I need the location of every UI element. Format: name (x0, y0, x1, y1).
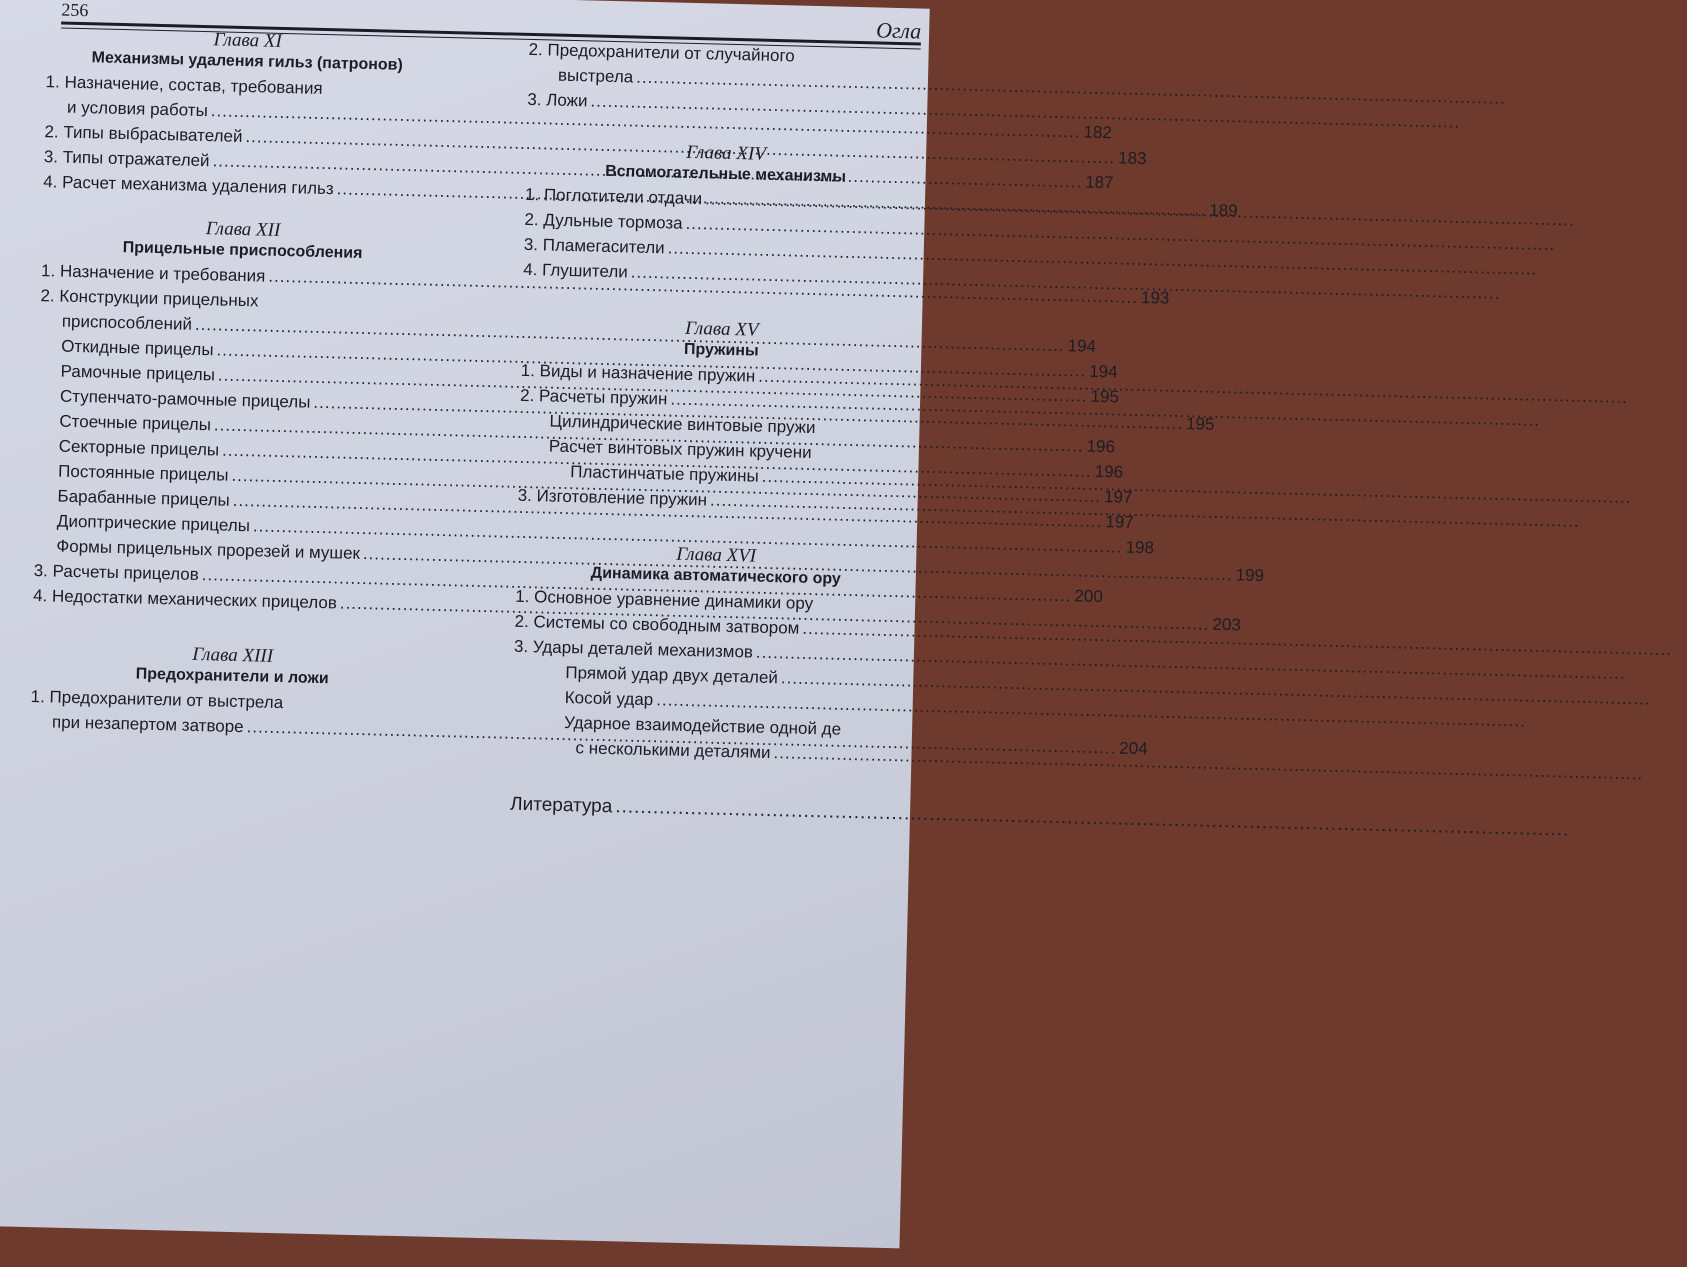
entry-text: Откидные прицелы (60, 336, 214, 360)
chapter-title: Механизмы удаления гильз (патронов) (91, 49, 404, 74)
entry-text: Постоянные прицелы (57, 461, 229, 485)
entry-page: 203 (1212, 614, 1242, 635)
entry-text: 4. Недостатки механических прицелов (32, 585, 338, 613)
entry-text: и условия работы (66, 97, 209, 121)
entry-text: 4. Расчет механизма удаления гильз (43, 172, 334, 199)
entry-text: Расчет винтовых пружин кручени (548, 436, 812, 462)
entry-page: 199 (1235, 565, 1265, 586)
entry-text: 3. Расчеты прицелов (33, 561, 200, 585)
toc-right-column (510, 37, 929, 829)
entry-page: 195 (1185, 414, 1215, 434)
entry-text: 3. Типы отражателей (43, 147, 210, 171)
chapter-number: Глава XV (684, 317, 759, 341)
page-number: 256 (61, 0, 89, 21)
entry-text: Прямой удар двух деталей (565, 663, 779, 688)
entry-text: 3. Изготовление пружин (517, 485, 708, 510)
entry-text: 3. Пламегасители (523, 234, 665, 258)
chapter-number: Глава XII (205, 218, 281, 241)
chapter-title: Предохранители и ложи (135, 665, 329, 688)
chapter-number: Глава XVI (676, 543, 757, 567)
entry-page: 196 (1086, 436, 1116, 457)
entry-text: Косой удар (564, 688, 654, 710)
leader-dots (615, 793, 1570, 844)
entry-page: 204 (1119, 738, 1148, 759)
entry-page: 187 (1085, 172, 1114, 193)
entry-page: 183 (1117, 148, 1147, 169)
entry-page: 193 (1140, 287, 1170, 308)
entry-text: 2. Конструкции прицельных (40, 286, 259, 311)
entry-text: Рамочные прицелы (60, 361, 216, 385)
chapter-16 (511, 540, 916, 769)
entry-text: Литература (509, 793, 613, 818)
entry-page: 194 (1067, 336, 1097, 356)
entry-page: 195 (1090, 386, 1120, 407)
entry-page: 194 (1088, 361, 1118, 382)
entry-text: Секторные прицелы (58, 436, 220, 460)
entry-text: Пластинчатые пружины (570, 462, 760, 486)
entry-page: 198 (1125, 537, 1155, 558)
entry-text: с несколькими деталями (575, 738, 771, 763)
chapter-title: Пружины (683, 340, 759, 360)
entry-page: 189 (1209, 200, 1238, 221)
entry-page: 182 (1083, 122, 1113, 143)
chapter-number: Глава XIV (686, 141, 767, 165)
entry-text: 1. Предохранители от выстрела (30, 686, 284, 713)
entry-text: Стоечные прицелы (59, 411, 212, 435)
entry-page: 200 (1074, 586, 1104, 607)
entry-text: 1. Назначение и требования (40, 261, 266, 286)
chapter-number: Глава XIII (192, 643, 274, 667)
chapter-title: Прицельные приспособления (122, 239, 363, 262)
chapter-14 (523, 138, 926, 292)
chapter-number: Глава XI (213, 29, 283, 52)
entry-text: 1. Назначение, состав, требования (45, 72, 323, 98)
entry-text: 2. Типы выбрасывателей (44, 122, 243, 146)
entry-text: Ударное взаимодействие одной де (563, 713, 842, 739)
entry-text: Ступенчато-рамочные прицелы (59, 386, 311, 412)
entry-text: 1. Основное уравнение динамики ору (515, 586, 814, 614)
entry-text: 2. Предохранители от случайного (528, 39, 795, 66)
entry-text: Формы прицельных прорезей и мушек (56, 536, 361, 563)
entry-text: Цилиндрические винтовые пружи (549, 411, 816, 438)
entry-page: 197 (1103, 487, 1133, 507)
entry-text: выстрела (557, 65, 634, 87)
entry-text: 2. Дульные тормоза (524, 209, 683, 233)
chapter-15 (517, 314, 922, 518)
entry-page: 197 (1105, 512, 1134, 532)
entry-text: 1. Поглотители отдачи (524, 184, 703, 209)
chapter-title: Динамика автоматического ору (590, 564, 841, 588)
chapter-title: Вспомогательные механизмы (604, 162, 847, 186)
entry-page: 196 (1094, 461, 1124, 482)
entry-text: Диоптрические прицелы (56, 511, 251, 536)
entry-text: 3. Удары деталей механизмов (513, 636, 754, 662)
entry-text: 2. Системы со свободным затвором (514, 611, 800, 638)
entry-text: 2. Расчеты пружин (519, 385, 668, 409)
entry-text: приспособлений (61, 311, 193, 334)
entry-text: при незапертом затворе (51, 712, 244, 737)
running-head: Огла (875, 17, 922, 44)
entry-text: 4. Глушители (523, 259, 629, 282)
entry-text: 1. Виды и назначение пружин (520, 360, 756, 386)
entry-text: Барабанные прицелы (57, 486, 230, 510)
entry-text: 3. Ложи (527, 89, 588, 111)
